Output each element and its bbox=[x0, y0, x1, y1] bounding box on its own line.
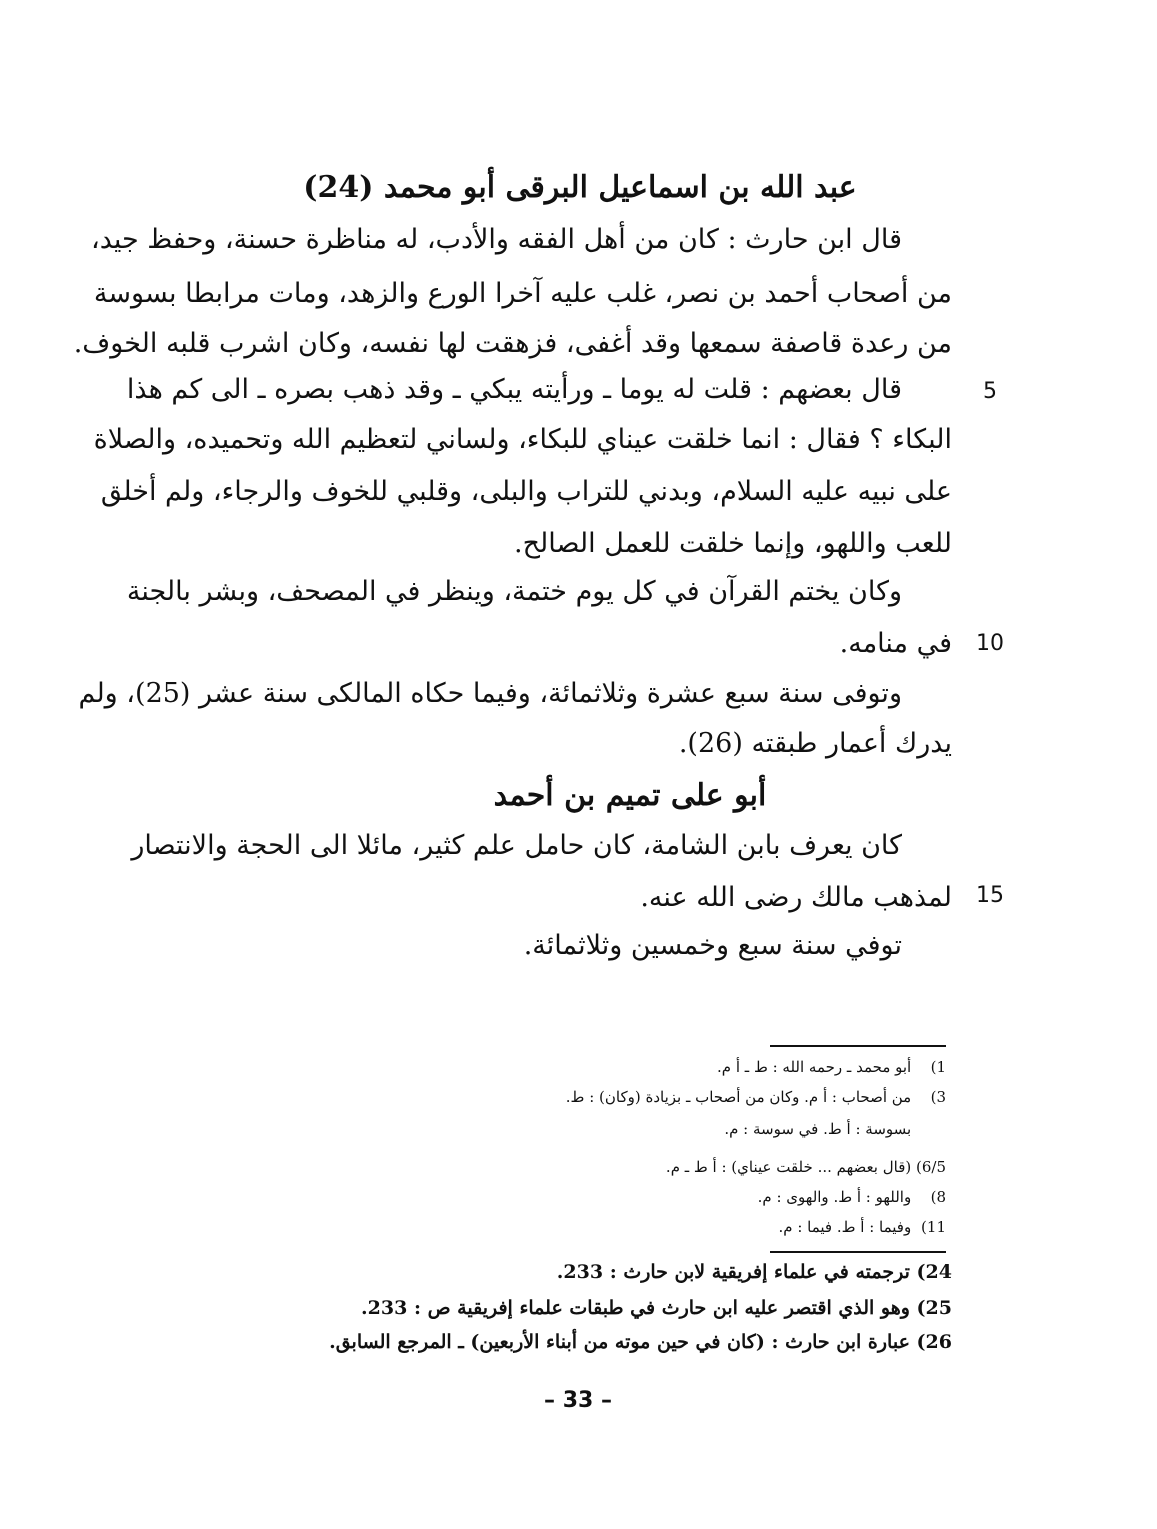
page-number: – 33 – bbox=[544, 1388, 612, 1413]
body-line-2: من أصحاب أحمد بن نصر، غلب عليه آخرا الورع والزهد، ومات مرابطا بسوسة bbox=[93, 278, 952, 309]
body-line-8: وكان يختم القرآن في كل يوم ختمة، وينظر في المصحف، وبشر بالجنة bbox=[126, 576, 902, 607]
variant-note-number: 6/5) bbox=[916, 1158, 946, 1176]
body-line-9: في منامه. bbox=[839, 628, 952, 659]
body-line-14: توفي سنة سبع وخمسين وثلاثمائة. bbox=[523, 930, 902, 961]
source-note-text: وهو الذي اقتصر عليه ابن حارث في طبقات علماء إفريقية ص : 233. bbox=[361, 1297, 910, 1319]
footnote-rule bbox=[770, 1045, 946, 1047]
variant-note-text: (قال بعضهم ... خلقت عيناي) : أ ط ـ م. bbox=[665, 1158, 912, 1176]
variant-note-number: 8) bbox=[930, 1188, 946, 1206]
variant-note-text: واللهو : أ ط. والهوى : م. bbox=[757, 1188, 912, 1206]
source-note bbox=[270, 1256, 952, 1288]
variant-note bbox=[540, 1154, 946, 1180]
body-line-7: للعب واللهو، وإنما خلقت للعمل الصالح. bbox=[514, 528, 952, 559]
variant-note bbox=[540, 1116, 946, 1142]
entry-heading: عبد الله بن اسماعيل البرقى أبو محمد (24) bbox=[303, 170, 857, 205]
body-line-6: على نبيه عليه السلام، وبدني للتراب والبلى، وقلبي للخوف والرجاء، ولم أخلق bbox=[100, 476, 952, 507]
source-note bbox=[270, 1326, 952, 1358]
variant-note bbox=[540, 1214, 946, 1240]
source-note-text: ترجمته في علماء إفريقية لابن حارث : 233. bbox=[556, 1261, 910, 1283]
body-line-12: كان يعرف بابن الشامة، كان حامل علم كثير، مائلا الى الحجة والانتصار bbox=[131, 830, 902, 861]
body-line-10: وتوفى سنة سبع عشرة وثلاثمائة، وفيما حكاه المالكى سنة عشر (25)، ولم bbox=[78, 678, 902, 709]
body-line-4: قال بعضهم : قلت له يوما ـ ورأيته يبكي ـ وقد ذهب بصره ـ الى كم هذا bbox=[126, 374, 902, 405]
line-number-5: 5 bbox=[983, 379, 997, 404]
source-note bbox=[270, 1292, 952, 1324]
variant-note bbox=[540, 1184, 946, 1210]
line-number-10: 10 bbox=[976, 631, 1004, 656]
variant-note-number: 3) bbox=[930, 1088, 946, 1106]
variant-note-text: وفيما : أ ط. فيما : م. bbox=[778, 1218, 912, 1236]
body-line-3: من رعدة قاصفة سمعها وقد أغفى، فزهقت لها نفسه، وكان اشرب قلبه الخوف. bbox=[73, 328, 952, 359]
source-note-number: 25) bbox=[916, 1297, 952, 1319]
source-note-text: عبارة ابن حارث : (كان في حين موته من أبناء الأربعين) ـ المرجع السابق. bbox=[329, 1331, 910, 1353]
variant-note-text: بسوسة : أ ط. في سوسة : م. bbox=[724, 1120, 912, 1138]
entry-heading-2: أبو على تميم بن أحمد bbox=[493, 778, 767, 813]
variant-note-number: 1) bbox=[930, 1058, 946, 1076]
body-line-11: يدرك أعمار طبقته (26). bbox=[678, 728, 952, 759]
source-notes-rule bbox=[770, 1251, 946, 1253]
variant-note-text: من أصحاب : أ م. وكان من أصحاب ـ بزيادة (وكان) : ط. bbox=[565, 1088, 912, 1106]
source-note-number: 24) bbox=[916, 1261, 952, 1283]
variant-note bbox=[540, 1054, 946, 1080]
body-line-5: البكاء ؟ فقال : انما خلقت عيناي للبكاء، ولساني لتعظيم الله وتحميده، والصلاة bbox=[93, 424, 952, 455]
line-number-15: 15 bbox=[976, 883, 1004, 908]
source-note-number: 26) bbox=[916, 1331, 952, 1353]
variant-note bbox=[540, 1084, 946, 1110]
variant-note-text: أبو محمد ـ رحمه الله : ط ـ أ م. bbox=[717, 1058, 912, 1076]
body-line-1: قال ابن حارث : كان من أهل الفقه والأدب، له مناظرة حسنة، وحفظ جيد، bbox=[90, 224, 902, 255]
variant-note-number: 11) bbox=[921, 1218, 946, 1236]
body-line-13: لمذهب مالك رضى الله عنه. bbox=[640, 882, 952, 913]
